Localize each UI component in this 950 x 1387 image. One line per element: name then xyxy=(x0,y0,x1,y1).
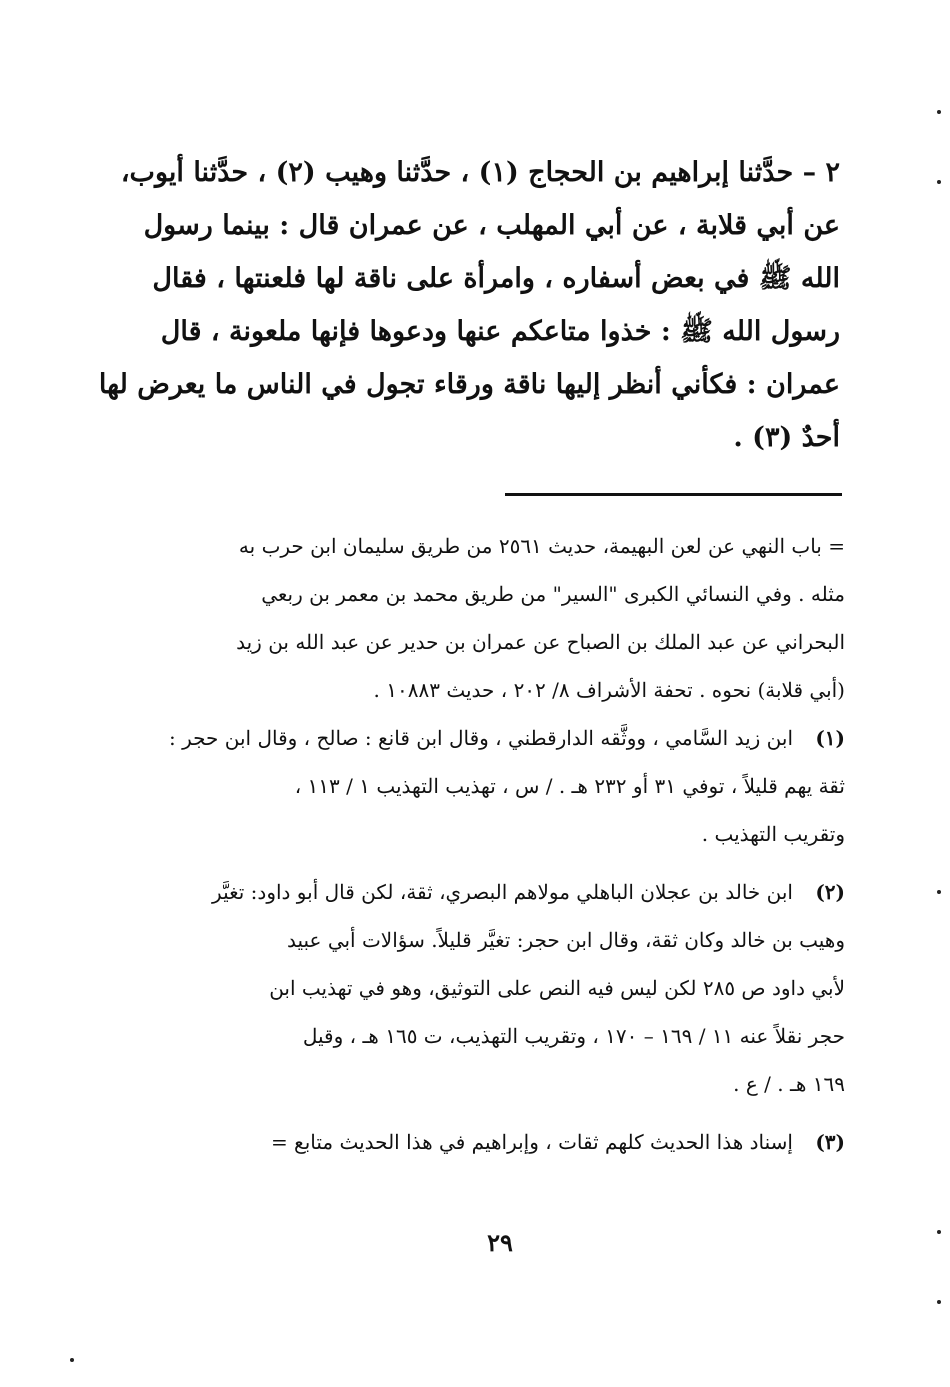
hadith-line: الله ﷺ في بعض أسفاره ، وامرأة على ناقة لها فلعنتها ، فقال xyxy=(152,263,840,294)
footnote-line: مثله . وفي النسائي الكبرى "السير" من طريق محمد بن معمر بن ربعي xyxy=(261,582,845,606)
scan-speck xyxy=(70,1358,74,1362)
scan-speck xyxy=(937,180,941,184)
footnote-number: (٢) xyxy=(815,880,845,904)
footnote-continuation xyxy=(135,522,845,714)
footnotes-section xyxy=(135,522,845,1166)
scan-speck xyxy=(937,1230,941,1234)
footnote-line: ١٦٩ هـ . / ع . xyxy=(733,1072,845,1096)
footnote-divider xyxy=(505,493,842,496)
footnote-line: = باب النهي عن لعن البهيمة، حديث ٢٥٦١ من طريق سليمان ابن حرب به xyxy=(238,534,845,558)
footnote-line: البحراني عن عبد الملك بن الصباح عن عمران بن حدير عن عبد الله بن زيد xyxy=(236,630,845,654)
hadith-line: أحدٌ (٣) . xyxy=(733,422,840,453)
footnote-line: ابن خالد بن عجلان الباهلي مولاهم البصري، ثقة، لكن قال أبو داود: تغيَّر xyxy=(212,880,793,904)
scan-speck xyxy=(937,1300,941,1304)
footnote-number: (١) xyxy=(815,726,845,750)
footnote-line: ثقة يهم قليلاً ، توفي ٣١ أو ٢٣٢ هـ . / س ، تهذيب التهذيب ١ / ١١٣ ، xyxy=(294,774,845,798)
hadith-line: عن أبي قلابة ، عن أبي المهلب ، عن عمران قال : بينما رسول xyxy=(143,210,840,241)
footnote-number: (٣) xyxy=(815,1130,845,1154)
hadith-line: عمران : فكأني أنظر إليها ناقة ورقاء تجول في الناس ما يعرض لها xyxy=(98,369,840,400)
page-number: ٢٩ xyxy=(487,1228,513,1257)
hadith-line: رسول الله ﷺ : خذوا متاعكم عنها ودعوها فإنها ملعونة ، قال xyxy=(160,316,840,347)
footnote-line: حجر نقلاً عنه ١١ / ١٦٩ – ١٧٠ ، وتقريب التهذيب، ت ١٦٥ هـ ، وقيل xyxy=(302,1024,845,1048)
footnote-line: ابن زيد السَّامي ، ووثَّقه الدارقطني ، وقال ابن قانع : صالح ، وقال ابن حجر : xyxy=(169,726,793,750)
hadith-line: ٢ – حدَّثنا إبراهيم بن الحجاج (١) ، حدَّثنا وهيب (٢) ، حدَّثنا أيوب، xyxy=(120,157,840,188)
footnote-line: وتقريب التهذيب . xyxy=(701,822,845,846)
footnote-line: (أبي قلابة) نحوه . تحفة الأشراف ٨/ ٢٠٢ ، حديث ١٠٨٨٣ . xyxy=(373,678,845,702)
footnote-line: لأبي داود ص ٢٨٥ لكن ليس فيه النص على التوثيق، وهو في تهذيب ابن xyxy=(269,976,845,1000)
scan-speck xyxy=(937,110,941,114)
hadith-text xyxy=(98,146,840,464)
footnote-1 xyxy=(135,714,845,858)
scan-speck xyxy=(937,890,941,894)
footnote-line: إسناد هذا الحديث كلهم ثقات ، وإبراهيم في هذا الحديث متابع = xyxy=(270,1130,793,1154)
footnote-line: وهيب بن خالد وكان ثقة، وقال ابن حجر: تغيَّر قليلاً. سؤالات أبي عبيد xyxy=(286,928,845,952)
footnote-2 xyxy=(135,868,845,1108)
footnote-3 xyxy=(135,1118,845,1166)
